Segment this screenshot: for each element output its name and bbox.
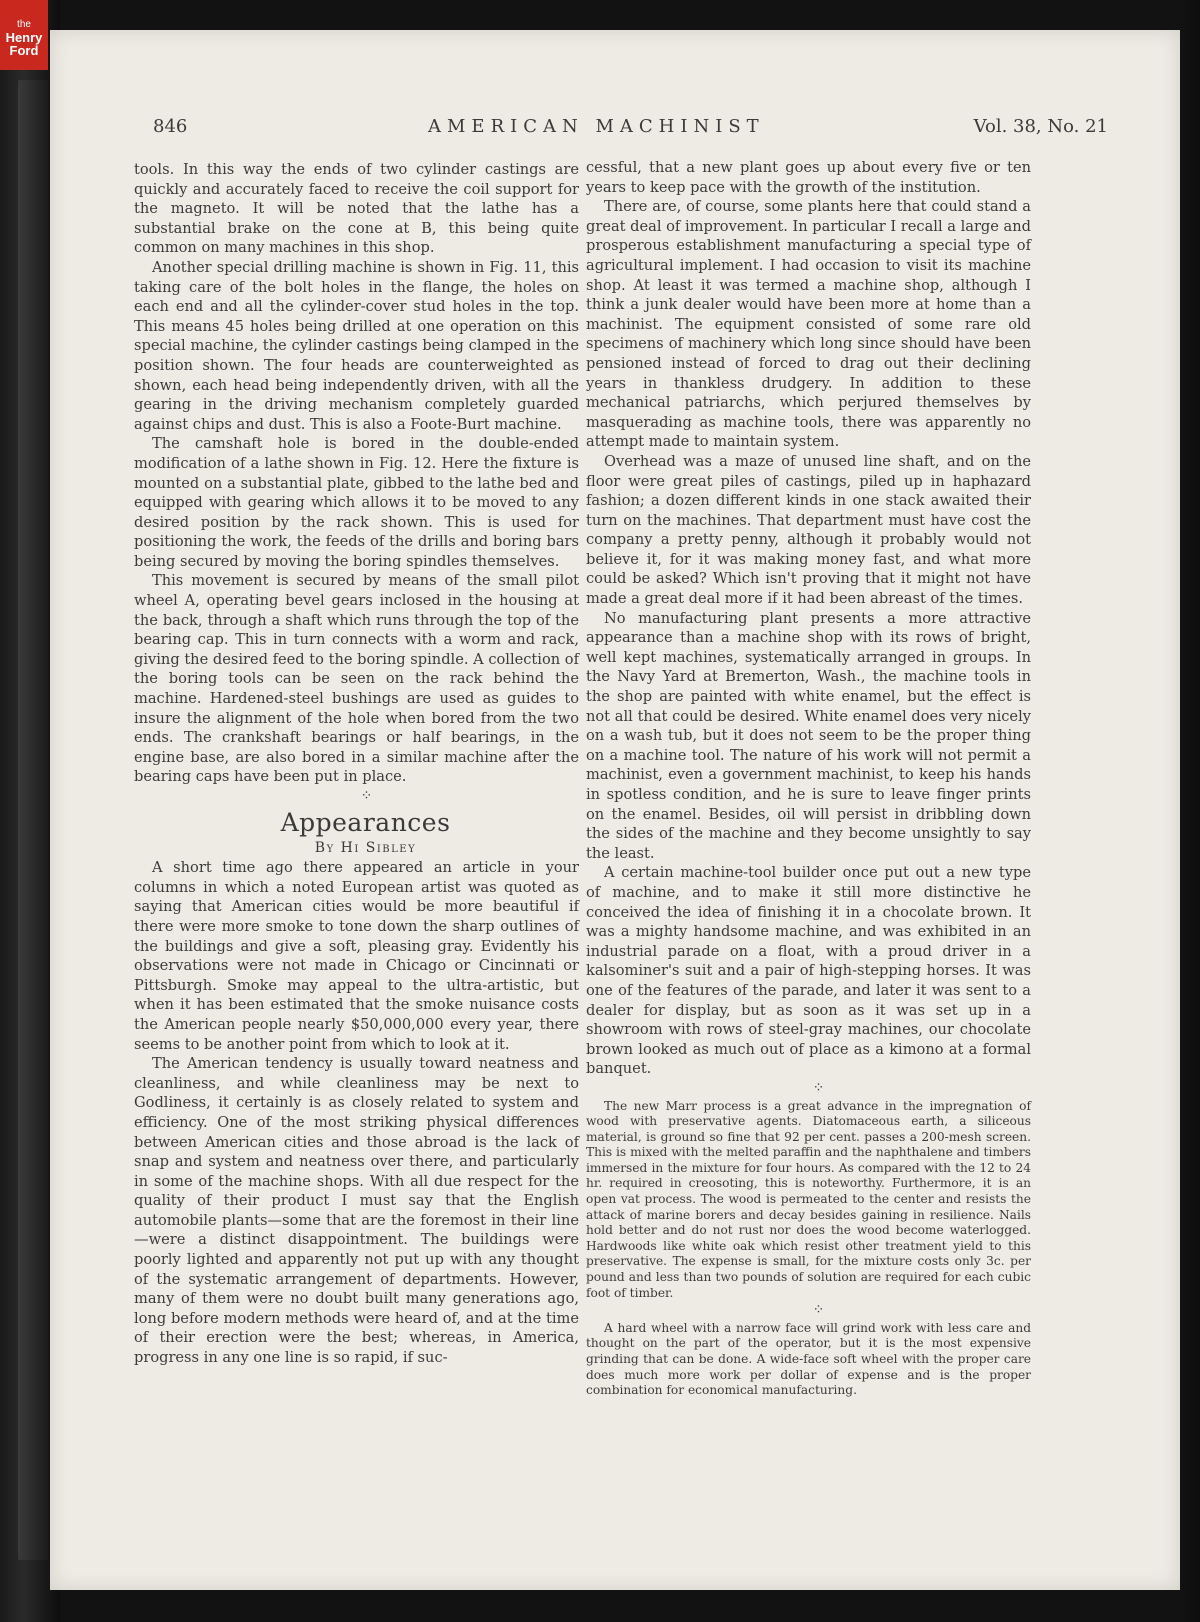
ornament: ⁘ <box>360 788 371 804</box>
paragraph: The American tendency is usually toward neatness and cleanliness, and while cleanliness may be next to Godliness, it certainly is as closely related to system and efficiency. One of the most striking physical differences between American cities and those abroad is the lack of snap and system and neatness over there, and particularly in some of the machine shops. With all due respect for the quality of their product I must say that the English automobile plants—some that are the foremost in their line—were a distinct disappointment. The buildings were poorly lighted and apparently not put up with any thought of the systematic arrangement of departments. However, many of them were no doubt built many generations ago, long before modern methods were heard of, and at the time of their erection were the best; whereas, in America, progress in any one line is so rapid, if suc- <box>134 1055 579 1367</box>
paragraph: The camshaft hole is bored in the double-ended modification of a lathe shown in Fig. 12. Here the fixture is mounted on a substantial plate, gibbed to the lathe bed and equipped with gearing which allows it to be moved to any desired position by the rack shown. This is used for positioning the work, the feeds of the drills and boring bars being secured by moving the boring spindles themselves. <box>134 435 579 570</box>
right-column <box>586 158 1031 1399</box>
journal-title: AMERICAN MACHINIST <box>428 116 765 137</box>
paragraph: No manufacturing plant presents a more attractive appearance than a machine shop with its rows of bright, well kept machines, systematically arranged in groups. In the Navy Yard at Bremerton, Wash., the machine tools in the shop are painted with white enamel, but the effect is not all that could be desired. White enamel does very nicely on a wash tub, but it does not seem to be the proper thing on a machine tool. The nature of his work will not permit a machinist, even a government machinist, to keep his hands in spotless condition, and he is sure to leave finger prints on the enamel. Besides, oil will persist in dribbling down the sides of the machine and they become unsightly to say the least. <box>586 609 1031 862</box>
page <box>50 30 1180 1590</box>
ornament: ⁘ <box>812 1079 823 1096</box>
paragraph: This movement is secured by means of the small pilot wheel A, operating bevel gears inclosed in the housing at the back, through a shaft which runs through the top of the bearing cap. This in turn connects with a worm and rack, giving the desired feed to the boring spindle. A collection of the boring tools can be seen on the rack behind the machine. Hardened-steel bushings are used as guides to insure the alignment of the hole when bored from the two ends. The crankshaft bearings or half bearings, in the engine base, are also bored in a similar machine after the bearing caps have been put in place. <box>134 572 579 786</box>
paragraph: tools. In this way the ends of two cylinder castings are quickly and accurately faced to receive the coil support for the magneto. It will be noted that the lathe has a substantial brake on the cone at B, this being quite common on many machines in this shop. <box>134 161 579 257</box>
note-paragraph: A hard wheel with a narrow face will grind work with less care and thought on the part of the operator, but it is the most expensive grinding that can be done. A wide-face soft wheel with the proper care does much more work per dollar of expense and is the proper combination for economical manufacturing. <box>586 1320 1031 1398</box>
article-title: Appearances <box>280 807 451 837</box>
paragraph: Another special drilling machine is shown in Fig. 11, this taking care of the bolt holes in the flange, the holes on each end and all the cylinder-cover stud holes in the top. This means 45 holes being drilled at one operation on this special machine, the cylinder castings being clamped in the position shown. The four heads are counterweighted as shown, each head being independently driven, with all the gearing in the driving mechanism completely guarded against chips and dust. This is also a Foote-Burt machine. <box>134 258 579 433</box>
ornament: ⁘ <box>812 1302 823 1319</box>
page-edge-shadow <box>1180 0 1200 1622</box>
left-column <box>134 160 579 1368</box>
henry-ford-logo <box>0 0 48 70</box>
paragraph: A certain machine-tool builder once put out a new type of machine, and to make it still more distinctive he conceived the idea of finishing it in a chocolate brown. It was a mighty handsome machine, and was exhibited in an industrial parade on a float, with a proud driver in a kalsominer's suit and a pair of high-stepping horses. It was one of the features of the parade, and later it was sent to a dealer for display, but as soon as it was set up in a showroom with rows of steel-gray machines, our chocolate brown looked as much out of place as a kimono at a formal banquet. <box>586 864 1031 1078</box>
byline: By Hi Sibley <box>314 839 417 856</box>
paragraph: cessful, that a new plant goes up about every five or ten years to keep pace with the growth of the institution. <box>586 159 1031 196</box>
paragraph: A short time ago there appeared an article in your columns in which a noted European artist was quoted as saying that American cities would be more beautiful if there were more smoke to tone down the sharp outlines of the buildings and give a soft, pleasing gray. Evidently his observations were not made in Chicago or Cincinnati or Pittsburgh. Smoke may appeal to the ultra-artistic, but when it has been estimated that the smoke nuisance costs the American people nearly $50,000,000 every year, there seems to be another point from which to look at it. <box>134 859 579 1053</box>
logo-line-1: the <box>17 19 31 30</box>
running-header <box>153 116 1108 146</box>
note-block <box>586 1099 1031 1302</box>
logo-line-3: Ford <box>9 43 39 58</box>
paragraph: There are, of course, some plants here that could stand a great deal of improvement. In particular I recall a large and prosperous establishment manufacturing a special type of agricultural implement. I had occasion to visit its machine shop. At least it was termed a machine shop, although I think a junk dealer would have been more at home than a machinist. The equipment consisted of some rare old specimens of machinery which long since should have been pensioned instead of forced to drag out their declining years in thankless drudgery. In addition to these mechanical patriarchs, which perjured themselves by masquerading as machine tools, there was apparently no attempt made to maintain system. <box>586 198 1031 451</box>
note-paragraph: The new Marr process is a great advance in the impregnation of wood with preservative agents. Diatomaceous earth, a siliceous material, is ground so fine that 92 per cent. passes a 200-mesh screen. This is mixed with the melted paraffin and the naphthalene and timbers immersed in the mixture for four hours. As compared with the 12 to 24 hr. required in creosoting, this is noteworthy. Furthermore, it is an open vat process. The wood is permeated to the center and resists the attack of marine borers and decay besides gaining in resilience. Nails hold better and do not rust nor does the wood become waterlogged. Hardwoods like white oak which resist other treatment yield to this preservative. The expense is small, for the mixture costs only 3c. per pound and less than two pounds of solution are required for each cubic foot of timber. <box>586 1098 1031 1300</box>
spine-strip <box>18 80 48 1560</box>
logo-line-2: Henry <box>5 30 43 45</box>
note-block <box>586 1321 1031 1399</box>
paragraph: Overhead was a maze of unused line shaft, and on the floor were great piles of castings, piled up in haphazard fashion; a dozen different kinds in one stack awaited their turn on the machines. That department must have cost the company a pretty penny, although it probably would not believe it, for it was making money fast, and what more could be asked? Which isn't proving that it might not have made a great deal more if it had been abreast of the times. <box>586 452 1031 608</box>
volume-number: Vol. 38, No. 21 <box>973 116 1108 137</box>
page-number: 846 <box>153 116 188 137</box>
